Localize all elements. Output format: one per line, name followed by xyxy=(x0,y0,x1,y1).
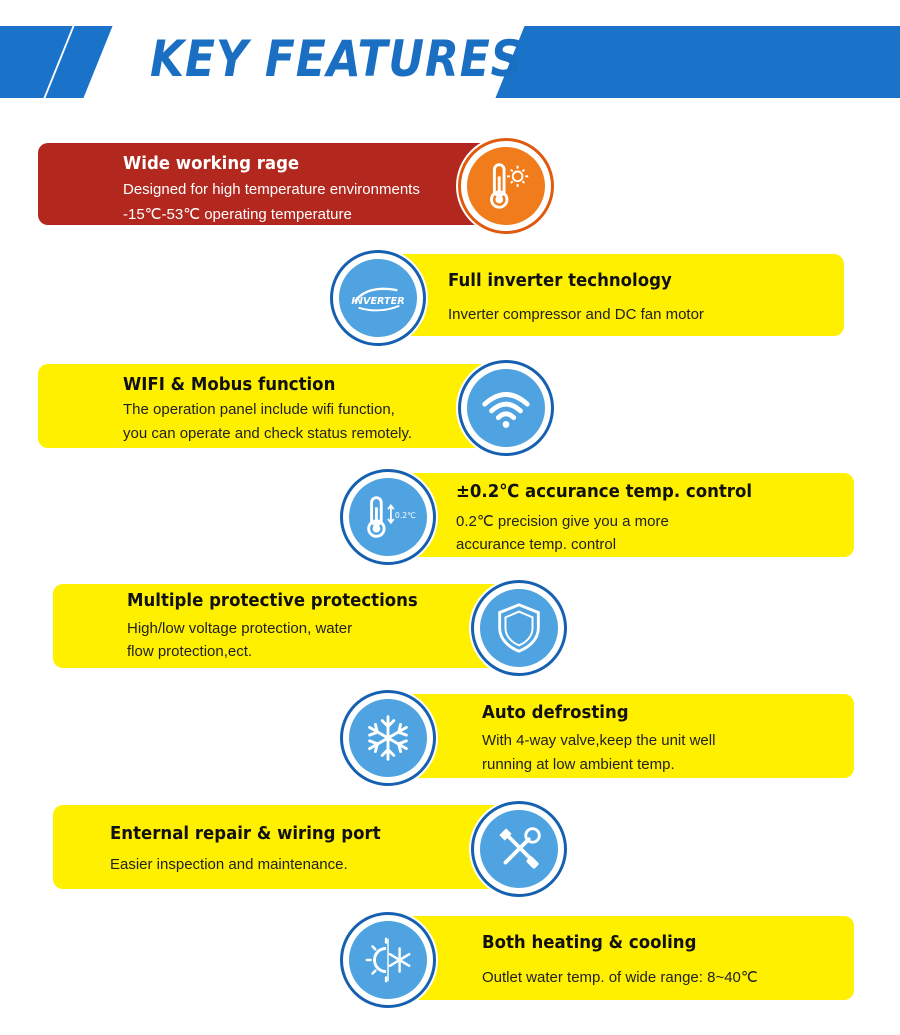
feature-title: Auto defrosting xyxy=(482,702,629,723)
feature-text-line: Inverter compressor and DC fan motor xyxy=(448,306,704,323)
feature-text-line: -15℃-53℃ operating temperature xyxy=(123,206,352,223)
thermometer-sun-icon xyxy=(458,138,554,234)
feature-card-full-inverter xyxy=(380,254,844,336)
feature-title: Enternal repair & wiring port xyxy=(110,823,381,844)
tools-icon xyxy=(471,801,567,897)
feature-text-line: running at low ambient temp. xyxy=(482,756,675,773)
inverter-icon xyxy=(330,250,426,346)
feature-card-auto-defrosting xyxy=(388,694,854,778)
snowflake-icon xyxy=(340,690,436,786)
header-banner xyxy=(0,0,900,110)
feature-text-line: accurance temp. control xyxy=(456,536,617,553)
feature-card-protections xyxy=(53,584,521,668)
shield-icon xyxy=(471,580,567,676)
sun-snowflake-icon xyxy=(340,912,436,1008)
precision-label: 0.2℃ xyxy=(394,510,416,520)
feature-text-line: Designed for high temperature environments xyxy=(123,181,420,198)
feature-title: Wide working rage xyxy=(123,153,300,174)
feature-text-line: The operation panel include wifi function, xyxy=(123,401,395,418)
feature-text-line: 0.2℃ precision give you a more xyxy=(456,513,669,530)
feature-card-repair-port xyxy=(53,805,521,889)
feature-title: Both heating & cooling xyxy=(482,932,697,953)
page-title: KEY FEATURES xyxy=(150,30,524,88)
feature-title: Full inverter technology xyxy=(448,270,672,291)
header-stripe-right xyxy=(495,26,900,98)
inverter-icon-label: INVERTER xyxy=(351,295,405,307)
feature-title: ±0.2℃ accurance temp. control xyxy=(456,481,753,502)
feature-card-wide-working-range xyxy=(38,143,508,225)
feature-card-heating-cooling xyxy=(388,916,854,1000)
feature-text-line: Easier inspection and maintenance. xyxy=(110,856,348,873)
feature-title: Multiple protective protections xyxy=(127,590,418,611)
feature-text-line: With 4-way valve,keep the unit well xyxy=(482,732,716,749)
feature-text-line: flow protection,ect. xyxy=(127,643,253,660)
feature-card-wifi xyxy=(38,364,508,448)
feature-text-line: Outlet water temp. of wide range: 8~40℃ xyxy=(482,969,758,986)
wifi-icon xyxy=(458,360,554,456)
feature-card-temp-control xyxy=(388,473,854,557)
feature-text-line: High/low voltage protection, water xyxy=(127,620,353,637)
feature-title: WIFI & Mobus function xyxy=(123,374,336,395)
feature-text-line: you can operate and check status remotely. xyxy=(123,425,413,442)
thermometer-precision-icon xyxy=(340,469,436,565)
